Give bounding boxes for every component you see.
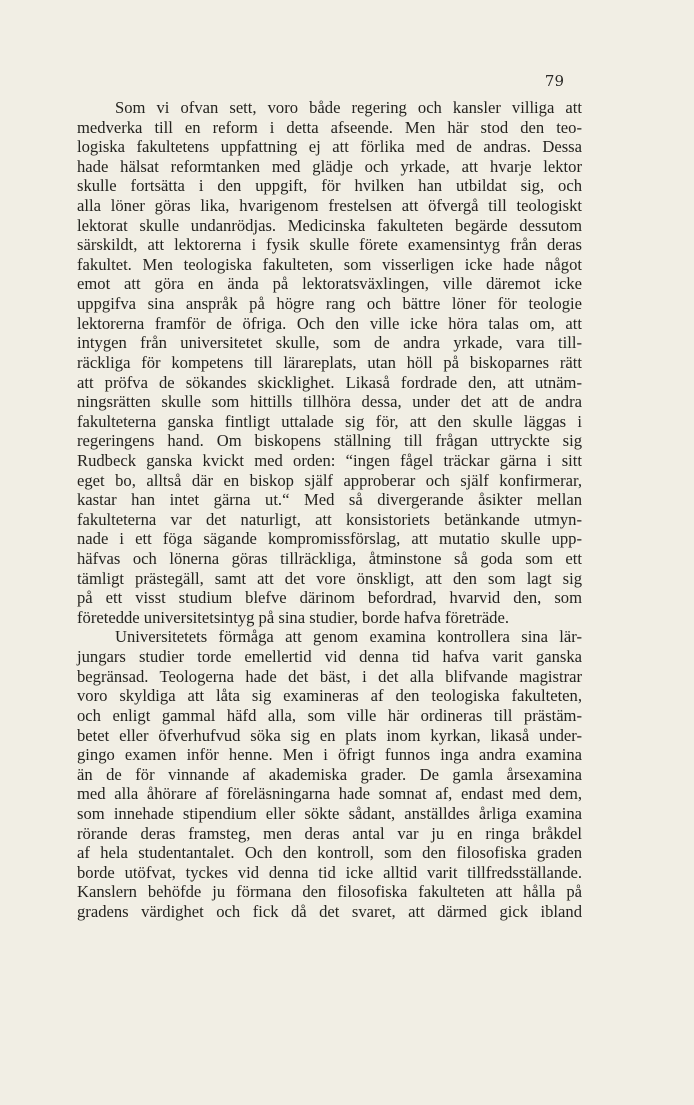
text-line: lektorerna framför de öfriga. Och den ville icke höra talas om, att	[77, 313, 582, 333]
text-line: fakulteterna var det naturligt, att konsistoriets betänkande utmyn-	[77, 509, 582, 529]
text-line: borde utöfvat, tyckes vid denna tid icke alltid varit tillfredsställande.	[77, 862, 582, 882]
text-line: emot att göra en ända på lektoratsväxlingen, ville däremot icke	[77, 274, 582, 294]
text-line: Kanslern behöfde ju förmana den filosofiska fakulteten att hålla på	[77, 882, 582, 902]
text-line: och enligt gammal häfd alla, som ville här ordineras till prästäm-	[77, 705, 582, 725]
text-line: voro skyldiga att låta sig examineras af den teologiska fakulteten,	[77, 686, 582, 706]
text-line: medverka till en reform i detta afseende. Men här stod den teo-	[77, 117, 582, 137]
page-number: 79	[544, 72, 564, 90]
text-line: af hela studentantalet. Och den kontroll, som den filosofiska graden	[77, 843, 582, 863]
text-line: regeringens hand. Om biskopens ställning till frågan uttryckte sig	[77, 431, 582, 451]
text-line: intygen från universitetet skulle, som de andra yrkade, vara till-	[77, 333, 582, 353]
text-line: jungars studier torde emellertid vid denna tid hafva varit ganska	[77, 647, 582, 667]
text-line: tämligt prästegäll, samt att det vore önskligt, att den som lagt sig	[77, 568, 582, 588]
text-line: med alla åhörare af föreläsningarna hade somnat af, endast med dem,	[77, 784, 582, 804]
text-line: skulle fortsätta i den uppgift, för hvilken han utbildat sig, och	[77, 176, 582, 196]
text-line: lektorat skulle undanrödjas. Medicinska fakulteten begärde dessutom	[77, 215, 582, 235]
text-line: häfvas och lönerna göras tillräckliga, åtminstone så goda som ett	[77, 549, 582, 569]
text-line: räckliga för kompetens till lärareplats, utan höll på biskoparnes rätt	[77, 352, 582, 372]
text-line: nade i ett föga sägande kompromissförslag, att mutatio skulle upp-	[77, 529, 582, 549]
text-line: Som vi ofvan sett, voro både regering och kansler villiga att	[115, 98, 582, 117]
text-line: företedde universitetsintyg på sina studier, borde hafva företräde.	[77, 607, 509, 627]
text-line: uppgifva sina anspråk på högre rang och bättre löner för teologie	[77, 294, 582, 314]
text-line: gingo examen inför henne. Men i öfrigt funnos inga andra examina	[77, 745, 582, 765]
text-line: Universitetets förmåga att genom examina kontrollera sina lär-	[115, 627, 582, 647]
text-line: gradens värdighet och fick då det svaret, att därmed gick ibland	[77, 901, 582, 921]
text-line: kastar han intet gärna ut.“ Med så divergerande åsikter mellan	[77, 490, 582, 510]
text-line: fakulteterna ganska fintligt uttalade sig för, att den skulle läggas i	[77, 411, 582, 431]
text-line: betet eller öfverhufvud söka sig en plats inom kyrkan, likaså under-	[77, 725, 582, 745]
text-line: hade hälsat reformtanken med glädje och yrkade, att hvarje lektor	[77, 156, 582, 176]
text-line: logiska fakultetens uppfattning ej att förlika med de andras. Dessa	[77, 137, 582, 157]
text-line: alla löner göras lika, hvarigenom frestelsen att öfvergå till teologiskt	[77, 196, 582, 216]
text-line: än de för vinnande af akademiska grader. De gamla årsexamina	[77, 764, 582, 784]
text-line: som innehade stipendium eller sökte sådant, anställdes årliga examina	[77, 803, 582, 823]
text-line: begränsad. Teologerna hade det bäst, i det alla blifvande magistrar	[77, 666, 582, 686]
text-line: särskildt, att lektorerna i fysik skulle förete examensintyg från deras	[77, 235, 582, 255]
text-line: rörande deras framsteg, men deras antal var ju en ringa bråkdel	[77, 823, 582, 843]
text-line: ningsrätten skulle som hittills tillhöra dessa, under det att de andra	[77, 392, 582, 412]
text-line: Rudbeck ganska kvickt med orden: “ingen fågel träckar gärna i sitt	[77, 450, 582, 470]
body-text	[77, 98, 582, 922]
text-line: på ett visst studium blefve därinom befordrad, hvarvid den, som	[77, 588, 582, 608]
text-line: eget bo, alltså där en biskop själf approberar och själf konfirmerar,	[77, 470, 582, 490]
text-line: att pröfva de sökandes skicklighet. Likaså fordrade den, att utnäm-	[77, 372, 582, 392]
text-line: fakultet. Men teologiska fakulteten, som visserligen icke hade något	[77, 254, 582, 274]
